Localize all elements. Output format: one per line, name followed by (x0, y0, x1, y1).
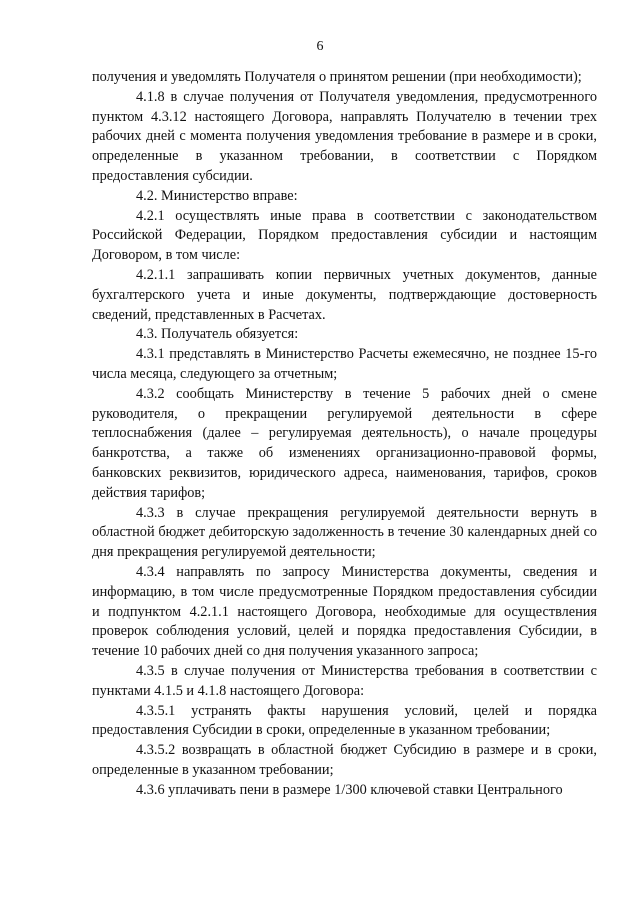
paragraph-4-3-5-2: 4.3.5.2 возвращать в областной бюджет Субсидию в размере и в сроки, определенные в указанном требовании; (92, 742, 597, 778)
paragraph-4-2-1: 4.2.1 осуществлять иные права в соответствии с законодательством Российской Федерации, Порядком предоставления субсидии и настоящим Договором, в том числе: (92, 207, 597, 264)
document-body (92, 68, 597, 800)
paragraph-4-3-5-1: 4.3.5.1 устранять факты нарушения условий, целей и порядка предоставления Субсидии в сроки, определенные в указанном требовании; (92, 702, 597, 739)
paragraph-4-3-5: 4.3.5 в случае получения от Министерства требования в соответствии с пунктами 4.1.5 и 4.1.8 настоящего Договора: (92, 662, 597, 699)
paragraph-cont-4-1-7: получения и уведомлять Получателя о принятом решении (при необходимости); (92, 69, 582, 85)
paragraph-4-2-1-1: 4.2.1.1 запрашивать копии первичных учетных документов, данные бухгалтерского учета и иные документы, подтверждающие достоверность сведений, представленных в Расчетах. (92, 266, 597, 323)
paragraph-4-3: 4.3. Получатель обязуется: (136, 326, 299, 343)
paragraph-4-3-4: 4.3.4 направлять по запросу Министерства документы, сведения и информацию, в том числе предусмотренные Порядком предоставления субсидии и подпунктом 4.2.1.1 настоящего Договора, необходимые для осуществления проверок соблюдения условий, целей и порядка предоставления Субсидии, в течение 10 рабочих дней со дня получения указанного запроса; (92, 563, 597, 660)
paragraph-4-3-3: 4.3.3 в случае прекращения регулируемой деятельности вернуть в областной бюджет дебиторскую задолженность в течение 30 календарных дней со дня прекращения регулируемой деятельности; (92, 504, 597, 561)
paragraph-4-3-2: 4.3.2 сообщать Министерству в течение 5 рабочих дней о смене руководителя, о прекращении регулируемой деятельности в сфере теплоснабжения (далее – регулируемая деятельность), о начале процедуры банкротства, а также об изменениях организационно-правовой формы, банковских реквизитов, юридического адреса, наименования, тарифов, сроков действия тарифов; (92, 385, 597, 501)
paragraph-4-3-1: 4.3.1 представлять в Министерство Расчеты ежемесячно, не позднее 15-го числа месяца, следующего за отчетным; (92, 346, 597, 382)
paragraph-4-3-6: 4.3.6 уплачивать пени в размере 1/300 ключевой ставки Центрального (136, 781, 563, 798)
paragraph-4-2: 4.2. Министерство вправе: (136, 187, 298, 204)
paragraph-4-1-8: 4.1.8 в случае получения от Получателя уведомления, предусмотренного пунктом 4.3.12 настоящего Договора, направлять Получателю в течении трех рабочих дней с момента получения уведомления требование в размере и в сроки, определенные в указанном требовании, в соответствии с Порядком предоставления субсидии. (92, 88, 597, 184)
page-number: 6 (316, 39, 324, 54)
